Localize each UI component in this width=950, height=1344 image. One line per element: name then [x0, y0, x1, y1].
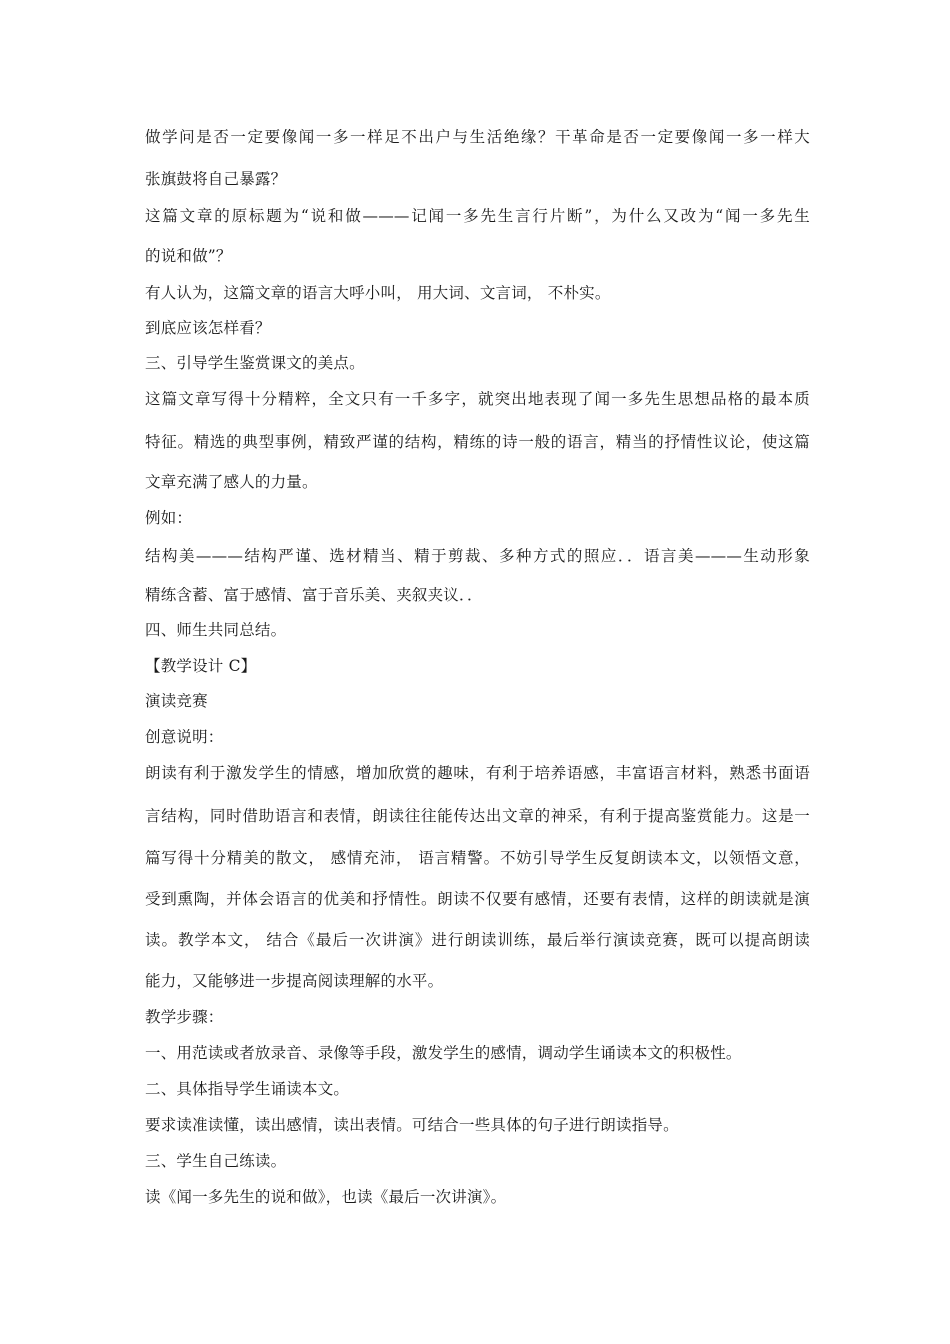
text-line: 创意说明：	[145, 728, 224, 746]
text-line: 特征。精选的典型事例，精致严谨的结构，精练的诗一般的语言，精当的抒情性议论，使这篇	[145, 433, 810, 451]
text-line: 朗读有利于激发学生的情感，增加欣赏的趣味，有利于培养语感，丰富语言材料，熟悉书面语	[145, 764, 810, 782]
text-line: 结构美———结构严谨、选材精当、精于剪裁、多种方式的照应．．语言美———生动形象	[145, 547, 810, 565]
text-line: 要求读准读懂，读出感情，读出表情。可结合一些具体的句子进行朗读指导。	[145, 1116, 679, 1134]
section-heading: 三、引导学生鉴赏课文的美点。	[145, 354, 365, 372]
text-line: 有人认为，这篇文章的语言大呼小叫， 用大词、文言词， 不朴实。	[145, 284, 611, 302]
text-line: 言结构，同时借助语言和表情，朗读往往能传达出文章的神采，有利于提高鉴赏能力。这是一	[145, 807, 810, 825]
text-line: 例如：	[145, 509, 193, 527]
text-line: 张旗鼓将自己暴露？	[145, 170, 287, 188]
text-line: 受到熏陶，并体会语言的优美和抒情性。朗读不仅要有感情，还要有表情，这样的朗读就是演	[145, 890, 810, 908]
text-line: 这篇文章的原标题为“说和做———记闻一多先生言行片断”，为什么又改为“闻一多先生	[145, 207, 810, 225]
text-line: 教学步骤：	[145, 1008, 224, 1026]
section-heading: 【教学设计 C】	[145, 657, 257, 675]
text-line: 演读竞赛	[145, 692, 208, 710]
text-line: 读。教学本文， 结合《最后一次讲演》进行朗读训练，最后举行演读竞赛，既可以提高朗读	[145, 931, 810, 949]
section-heading: 四、师生共同总结。	[145, 621, 287, 639]
text-line: 精练含蓄、富于感情、富于音乐美、夹叙夹议．．	[145, 586, 483, 604]
section-heading: 三、学生自己练读。	[145, 1152, 287, 1170]
text-line: 做学问是否一定要像闻一多一样足不出户与生活绝缘？干革命是否一定要像闻一多一样大	[145, 128, 810, 146]
text-line: 的说和做”？	[145, 247, 232, 265]
text-line: 能力，又能够进一步提高阅读理解的水平。	[145, 972, 444, 990]
text-line: 到底应该怎样看？	[145, 319, 271, 337]
text-line: 这篇文章写得十分精粹，全文只有一千多字，就突出地表现了闻一多先生思想品格的最本质	[145, 390, 810, 408]
section-heading: 二、具体指导学生诵读本文。	[145, 1080, 350, 1098]
text-line: 一、用范读或者放录音、录像等手段，激发学生的感情，调动学生诵读本文的积极性。	[145, 1044, 742, 1062]
text-line: 文章充满了感人的力量。	[145, 473, 318, 491]
text-line: 篇写得十分精美的散文， 感情充沛， 语言精警。不妨引导学生反复朗读本文，以领悟文意，	[145, 849, 810, 867]
text-line: 读《闻一多先生的说和做》，也读《最后一次讲演》。	[145, 1188, 507, 1206]
